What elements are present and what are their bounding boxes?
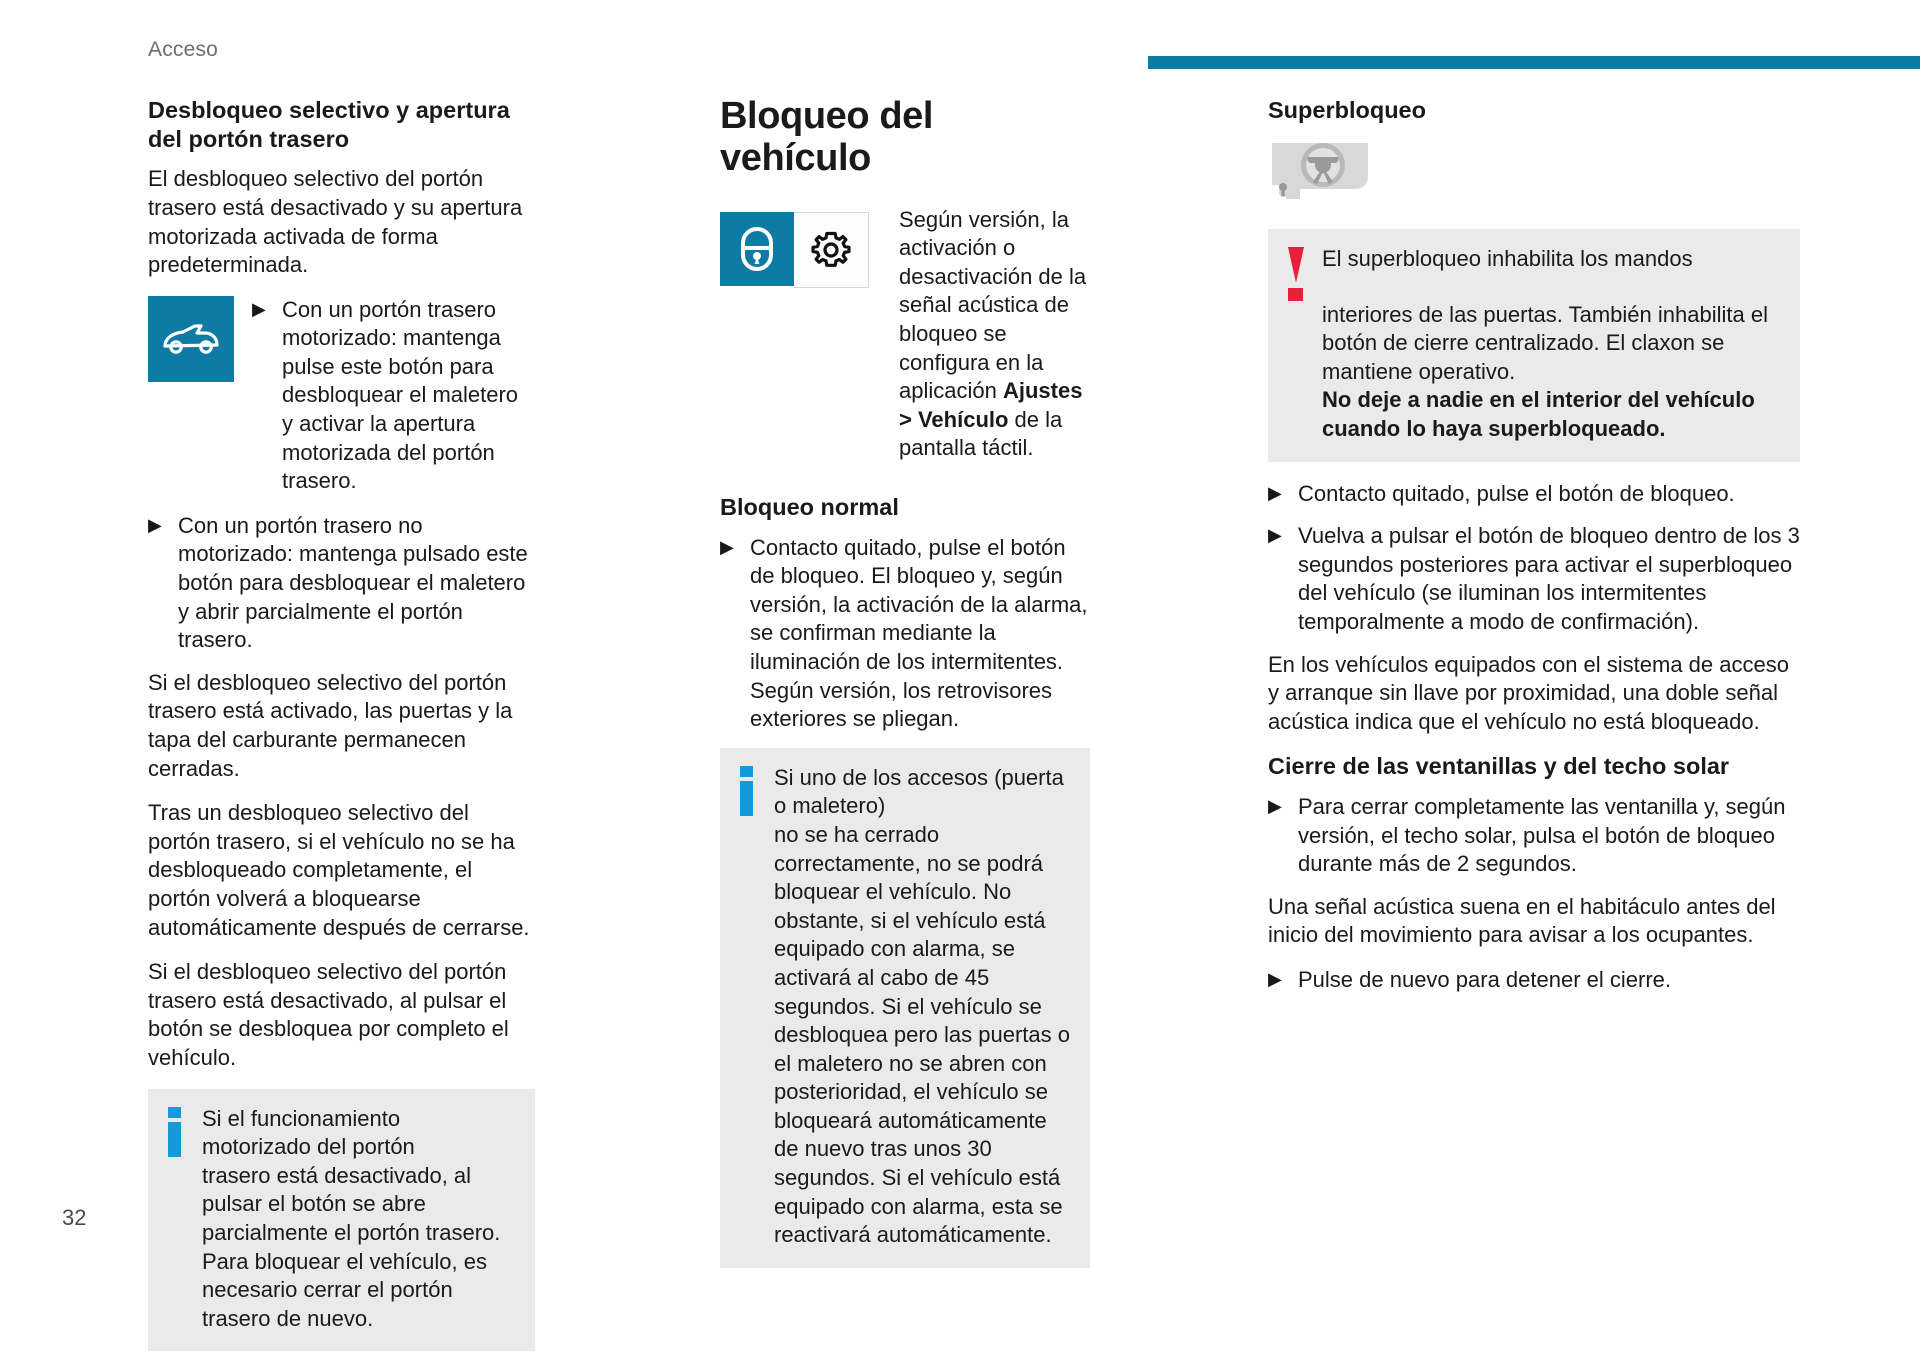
column-right: [1120, 96, 1920, 1369]
col3-bullet-1: [1268, 480, 1800, 509]
col2-info-box-rest: no se ha cerrado correctamente, no se podrá bloquear el vehículo. No obstante, si el vehículo está equipado con alarma, se activará al cabo de 45 segundos. Si el vehículo se desbloquea pero las puertas o el maletero no se abren con posterioridad, el vehículo se bloqueará automáticamente de nuevo tras unos 30 segundos. Si el vehículo está equipado con alarma, esta se reactivará automáticamente.: [774, 821, 1070, 1248]
col1-para-3: Si el desbloqueo selectivo del portón trasero está desactivado, al pulsar el botón se desbloquea por completo el vehículo.: [148, 959, 509, 1070]
triangle-bullet-icon: ▶: [252, 298, 266, 319]
column-left: [0, 96, 575, 1369]
col1-para-2: Tras un desbloqueo selectivo del portón trasero, si el vehículo no se ha desbloqueado completamente, el portón volverá a bloquearse automáticamente después de cerrarse.: [148, 800, 530, 940]
col1-info-box-line1: Si el funcionamiento motorizado del portón: [202, 1105, 415, 1160]
col1-bullet-2: [148, 512, 535, 655]
col1-bullet-1-text: Con un portón trasero motorizado: mantenga pulse este botón para desbloquear el maletero y activar la apertura motorizada del portón trasero.: [282, 296, 519, 494]
col1-heading: Desbloqueo selectivo y apertura del portón trasero: [148, 97, 510, 152]
header-accent-rule: [1148, 56, 1920, 69]
steering-wheel-icon: [1268, 137, 1800, 203]
col3-bullet-4-text: Pulse de nuevo para detener el cierre.: [1298, 967, 1672, 992]
gear-icon: [794, 212, 869, 288]
col1-icon-bullet-group: [148, 296, 535, 496]
col3-bullet-2: [1268, 522, 1800, 636]
col2-intro-paragraph: [899, 206, 1090, 463]
col2-info-box: [720, 748, 1090, 1268]
col3-warning-bold: No deje a nadie en el interior del vehículo cuando lo haya superbloqueado.: [1322, 387, 1755, 442]
col3-bullet-4: [1268, 966, 1800, 995]
col1-info-box: [148, 1089, 535, 1352]
col3-bullet-1-text: Contacto quitado, pulse el botón de bloqueo.: [1298, 480, 1735, 506]
page-number: 32: [62, 1205, 87, 1230]
info-icon: [740, 764, 774, 816]
col1-info-box-rest: trasero está desactivado, al pulsar el botón se abre parcialmente el portón trasero. Para bloquear el vehículo, es necesario cerrar el portón trasero de nuevo.: [202, 1162, 501, 1331]
col2-bullet-1: [720, 534, 1090, 734]
triangle-bullet-icon: ▶: [1268, 796, 1282, 817]
col3-bullet-3-text: Para cerrar completamente las ventanilla y, según versión, el techo solar, pulsa el botón de bloqueo durante más de 2 segundos.: [1298, 794, 1786, 877]
triangle-bullet-icon: ▶: [720, 536, 734, 557]
running-head: Acceso: [148, 38, 219, 61]
col2-info-box-line1: Si uno de los accesos (puerta o maletero): [774, 764, 1064, 819]
triangle-bullet-icon: ▶: [1268, 969, 1282, 989]
triangle-bullet-icon: ▶: [1268, 525, 1282, 546]
col3-warning-rest: interiores de las puertas. También inhabilita el botón de cierre centralizado. El claxon se mantiene operativo.: [1322, 301, 1768, 384]
col3-warning-line1: El superbloqueo inhabilita los mandos: [1322, 245, 1693, 271]
col2-dual-icon: [720, 212, 869, 288]
col3-para-1: En los vehículos equipados con el sistema de acceso y arranque sin llave por proximidad, una doble señal acústica indica que el vehículo no está bloqueado.: [1268, 651, 1789, 734]
col3-bullet-3: [1268, 793, 1800, 879]
page-title: Bloqueo del vehículo: [720, 95, 934, 179]
col2-intro-part1: Según versión, la activación o desactivación de la señal acústica de bloqueo se configura en la aplicación: [899, 206, 1087, 404]
padlock-icon: [720, 212, 794, 286]
col1-intro: El desbloqueo selectivo del portón trasero está desactivado y su apertura motorizada activada de forma predeterminada.: [148, 166, 523, 278]
col1-bullet-2-text: Con un portón trasero no motorizado: mantenga pulsado este botón para desbloquear el maletero y abrir parcialmente el portón trasero.: [178, 512, 528, 653]
warning-exclamation-icon: [1288, 245, 1322, 301]
col1-para-1: Si el desbloqueo selectivo del portón trasero está activado, las puertas y la tapa del carburante permanecen cerradas.: [148, 669, 513, 781]
col1-bullet-1: [252, 296, 535, 496]
col2-bullet-1-text: Contacto quitado, pulse el botón de bloqueo. El bloqueo y, según versión, la activación de la alarma, se confirman mediante la iluminación de los intermitentes. Según versión, los retrovisores exteriores se pliegan.: [750, 534, 1088, 732]
col2-sub-heading: Bloqueo normal: [720, 493, 899, 520]
col2-intro-bold: Ajustes > Vehículo: [899, 378, 1083, 432]
col3-warning-box: [1268, 229, 1800, 462]
col2-icon-text-group: [720, 206, 1090, 463]
car-liftgate-icon: [148, 296, 234, 382]
column-middle: [575, 96, 1120, 1369]
triangle-bullet-icon: ▶: [1268, 482, 1282, 503]
col3-sub-heading: Cierre de las ventanillas y del techo solar: [1268, 753, 1730, 780]
col3-para-2: Una señal acústica suena en el habitáculo antes del inicio del movimiento para avisar a los ocupantes.: [1268, 893, 1776, 948]
col2-intro-part2: de la pantalla táctil.: [899, 406, 1063, 461]
info-icon: [168, 1105, 202, 1157]
col3-bullet-2-text: Vuelva a pulsar el botón de bloqueo dentro de los 3 segundos posteriores para activar el superbloqueo del vehículo (se iluminan los intermitentes temporalmente a modo de confirmación).: [1298, 523, 1800, 634]
col3-heading: Superbloqueo: [1268, 97, 1426, 123]
triangle-bullet-icon: ▶: [148, 514, 162, 535]
page-columns: [0, 96, 1920, 1369]
